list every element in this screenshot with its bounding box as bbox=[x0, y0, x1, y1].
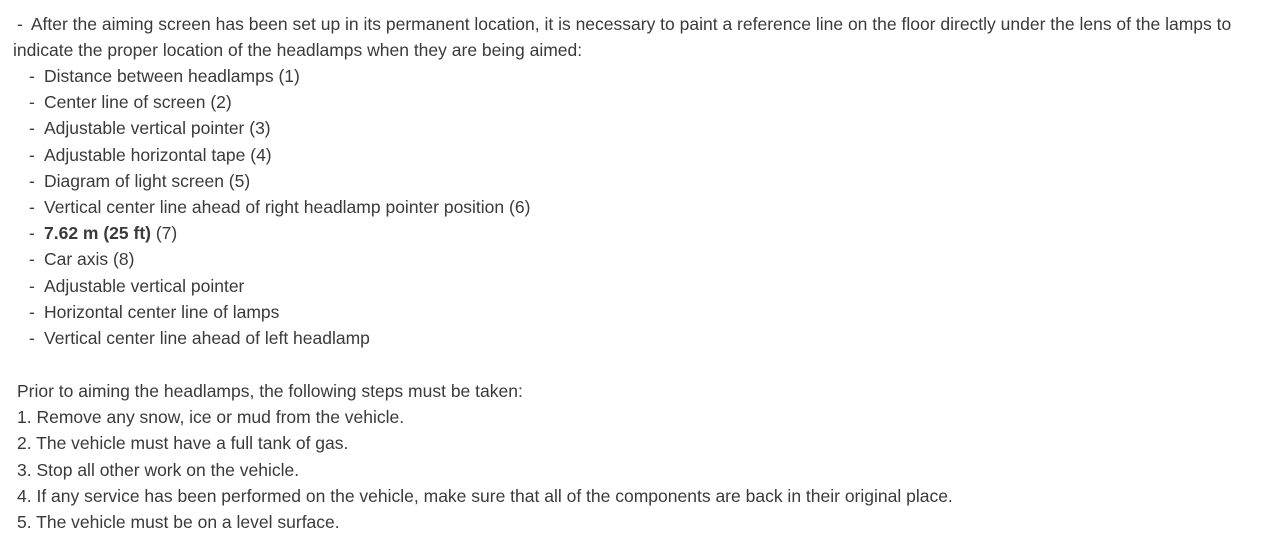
list-dash: - bbox=[29, 144, 35, 165]
legend-item bbox=[29, 168, 530, 194]
steps-heading: Prior to aiming the headlamps, the following steps must be taken: bbox=[17, 381, 523, 401]
list-dash: - bbox=[29, 66, 35, 86]
legend-item bbox=[29, 220, 530, 246]
list-dash: - bbox=[29, 170, 35, 191]
step-item: 4. If any service has been performed on the vehicle, make sure that all of the components are back in their original place. bbox=[17, 485, 953, 506]
step-item: 5. The vehicle must be on a level surface. bbox=[17, 512, 340, 533]
legend-item bbox=[29, 89, 530, 115]
legend-item-text: Diagram of light screen (5) bbox=[44, 170, 251, 191]
legend-item bbox=[29, 273, 530, 299]
legend-item-bold: 7.62 m (25 ft) bbox=[44, 223, 151, 244]
legend-item bbox=[29, 194, 530, 220]
list-dash: - bbox=[29, 118, 35, 139]
legend-item-text: Adjustable vertical pointer (3) bbox=[44, 118, 271, 139]
list-dash: - bbox=[29, 275, 35, 296]
legend-item-text: Vertical center line ahead of left headlamp bbox=[44, 327, 370, 348]
list-dash: - bbox=[29, 249, 35, 270]
intro-dash: - bbox=[17, 14, 23, 34]
legend-item-text: Vertical center line ahead of right headlamp pointer position (6) bbox=[44, 196, 531, 217]
legend-item bbox=[29, 115, 530, 141]
legend-list bbox=[29, 63, 530, 351]
legend-item-text: Horizontal center line of lamps bbox=[44, 301, 280, 322]
legend-item bbox=[29, 299, 530, 325]
legend-item-text: Adjustable vertical pointer bbox=[44, 275, 245, 296]
list-dash: - bbox=[29, 327, 35, 348]
intro-paragraph bbox=[13, 11, 1268, 63]
list-dash: - bbox=[29, 301, 35, 322]
legend-item bbox=[29, 325, 530, 351]
legend-item bbox=[29, 246, 530, 272]
legend-item bbox=[29, 63, 530, 89]
list-dash: - bbox=[29, 223, 35, 244]
intro-text: After the aiming screen has been set up in its permanent location, it is necessary to paint a reference line on the floor directly under the lens of the lamps to indicate the proper location of the headlamps when they are being aimed: bbox=[13, 14, 1232, 60]
list-dash: - bbox=[29, 196, 35, 217]
step-item: 2. The vehicle must have a full tank of gas. bbox=[17, 433, 349, 454]
legend-item bbox=[29, 142, 530, 168]
legend-item-text: Adjustable horizontal tape (4) bbox=[44, 144, 272, 165]
steps-list bbox=[17, 404, 953, 535]
step-item: 1. Remove any snow, ice or mud from the vehicle. bbox=[17, 407, 405, 427]
legend-item-text: Car axis (8) bbox=[44, 249, 135, 270]
list-dash: - bbox=[29, 92, 35, 113]
step-item: 3. Stop all other work on the vehicle. bbox=[17, 459, 300, 480]
legend-item-text: Distance between headlamps (1) bbox=[44, 66, 300, 86]
legend-item-text: Center line of screen (2) bbox=[44, 92, 232, 113]
legend-item-text: (7) bbox=[150, 223, 178, 244]
